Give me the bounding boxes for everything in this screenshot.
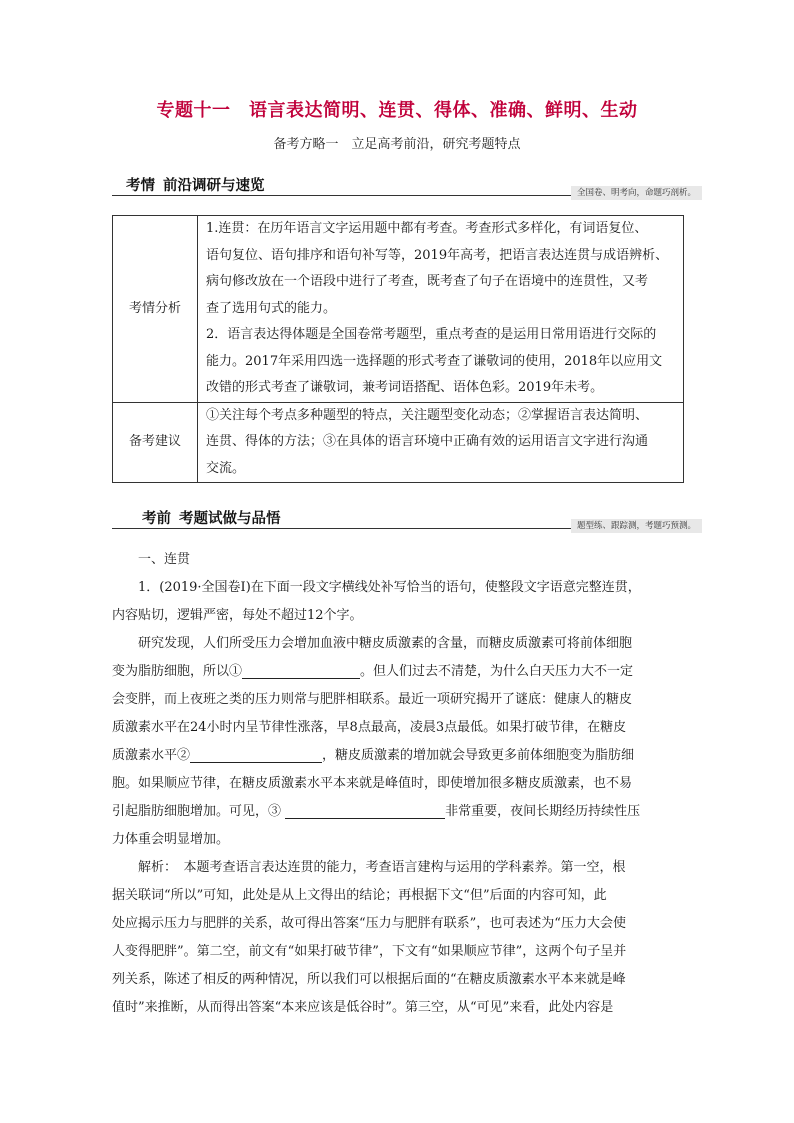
content-line: 能力。2017年采用四选一选择题的形式考查了谦敬词的使用，2018年以应用文 xyxy=(206,353,663,369)
content-line: 连贯、得体的方法；③在具体的语言环境中正确有效的运用语言文字进行沟通 xyxy=(206,434,649,449)
row-content xyxy=(198,402,684,483)
body-text xyxy=(112,546,684,1022)
section-title: 前沿调研与速览 xyxy=(163,177,265,194)
section-title: 考题试做与品悟 xyxy=(179,510,281,527)
analysis-line: 列关系，陈述了相反的两种情况，所以我们可以根据后面的“在糖皮质激素水平本来就是峰 xyxy=(112,972,626,987)
passage-line: 力体重会明显增加。 xyxy=(112,832,230,847)
section-header-kaoqing xyxy=(112,174,702,200)
question-line: 内容贴切，逻辑严密，每处不超过12个字。 xyxy=(112,608,363,623)
content-line: 改错的形式考查了谦敬词，兼考词语搭配、语体色彩。2019年未考。 xyxy=(206,380,604,395)
answer-blank-3[interactable] xyxy=(285,800,445,819)
section-heading: 一、连贯 xyxy=(138,552,191,567)
row-content xyxy=(198,216,684,403)
content-line: 语句复位、语句排序和语句补写等，2019年高考，把语言表达连贯与成语辨析、 xyxy=(206,247,669,263)
passage-line: 质激素水平在24小时内呈节律性涨落，早8点最高，凌晨3点最低。如果打破节律，在糖皮 xyxy=(112,720,627,735)
passage-line: 胞。如果顺应节律，在糖皮质激素水平本来就是峰值时，即使增加很多糖皮质激素，也不易 xyxy=(112,776,633,791)
content-line: 病句修改放在一个语段中进行了考查，既考查了句子在语境中的连贯性，又考 xyxy=(206,274,649,289)
passage-line: 会变胖，而上夜班之类的压力则常与肥胖相联系。最近一项研究揭开了谜底：健康人的糖皮 xyxy=(112,692,633,707)
section-lead: 考前 xyxy=(142,510,171,527)
section-lead: 考情 xyxy=(126,177,155,194)
analysis-line: 人变得肥胖”。第二空，前文有“如果打破节律”，下文有“如果顺应节律”，这两个句子呈并 xyxy=(112,944,627,959)
content-line: 1.连贯：在历年语言文字运用题中都有考查。考查形式多样化，有词语复位、 xyxy=(206,221,648,236)
page-title: 专题十一 语言表达简明、连贯、得体、准确、鲜明、生动 xyxy=(156,100,638,121)
passage-line: 质激素水平② ，糖皮质激素的增加就会导致更多前体细胞变为脂肪细 xyxy=(112,742,684,770)
question-line: 1．(2019·全国卷Ⅰ)在下面一段文字横线处补写恰当的语句，使整段文字语意完整连贯， xyxy=(138,580,641,595)
table-row xyxy=(113,216,684,403)
passage-line: 变为脂肪细胞，所以① 。但人们过去不清楚，为什么白天压力大不一定 xyxy=(112,658,684,686)
content-line: 查了选用句式的能力。 xyxy=(206,300,337,316)
passage-line: 研究发现，人们所受压力会增加血液中糖皮质激素的含量，而糖皮质激素可将前体细胞 xyxy=(138,636,633,651)
content-line: 2．语言表达得体题是全国卷常考题型，重点考查的是运用日常用语进行交际的 xyxy=(206,327,657,342)
answer-blank-2[interactable] xyxy=(190,744,322,763)
section-header-kaoqian xyxy=(112,507,702,533)
content-line: 交流。 xyxy=(206,460,246,476)
analysis-line: 据关联词“所以”可知，此处是从上文得出的结论；再根据下文“但”后面的内容可知，此 xyxy=(112,888,607,903)
section-tag: 题型练、跟踪测，考题巧预测。 xyxy=(571,519,702,533)
analysis-line: 处应揭示压力与肥胖的关系，故可得出答案“压力与肥胖有联系”，也可表述为“压力大会使 xyxy=(112,916,626,931)
analysis-line: 解析： 本题考查语言表达连贯的能力，考查语言建构与运用的学科素养。第一空，根 xyxy=(138,860,626,875)
row-heading: 备考建议 xyxy=(113,402,198,483)
passage-line: 引起脂肪细胞增加。可见，③ 非常重要，夜间长期经历持续性压 xyxy=(112,798,684,826)
section-tag: 全国卷、明考向，命题巧剖析。 xyxy=(571,186,702,200)
page-subtitle: 备考方略一 立足高考前沿，研究考题特点 xyxy=(273,137,521,152)
analysis-line: 值时”来推断，从而得出答案“本来应该是低谷时”。第三空，从“可见”来看，此处内容是 xyxy=(112,1000,614,1015)
info-table xyxy=(112,215,684,483)
content-line: ①关注每个考点多种题型的特点，关注题型变化动态；②掌握语言表达简明、 xyxy=(206,407,649,423)
row-heading: 考情分析 xyxy=(113,216,198,403)
answer-blank-1[interactable] xyxy=(242,660,360,679)
table-row xyxy=(113,402,684,483)
